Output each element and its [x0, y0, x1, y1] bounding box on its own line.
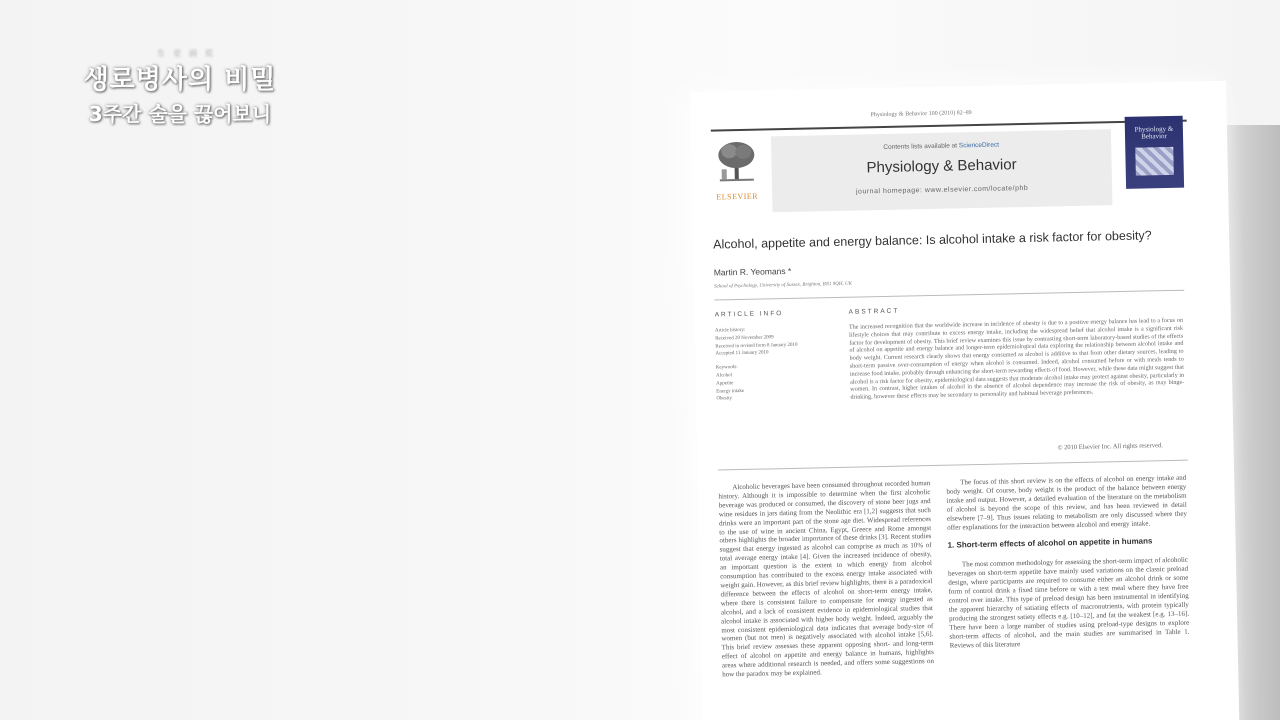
article-info [715, 325, 835, 404]
body-column-right [946, 474, 1190, 650]
article-info-heading: ARTICLE INFO [714, 310, 784, 319]
section-heading: 1. Short-term effects of alcohol on appetite in humans [947, 536, 1153, 551]
contents-prefix: Contents lists available at [883, 142, 958, 151]
copyright-line: © 2010 Elsevier Inc. All rights reserved. [1057, 442, 1163, 452]
body-column-left [718, 479, 934, 679]
divider [718, 460, 1188, 471]
sciencedirect-link[interactable]: ScienceDirect [958, 141, 1000, 150]
keyword-line: Obesity [716, 396, 733, 402]
hanja-char: 病 [189, 49, 197, 58]
journal-header [711, 120, 1189, 218]
history-line: Accepted 11 January 2010 [715, 350, 769, 357]
journal-homepage: journal homepage: www.elsevier.com/locate/phb [855, 184, 1029, 196]
citation-line: Physiology & Behavior 100 (2010) 82–89 [870, 110, 972, 119]
program-title-overlay [70, 48, 290, 127]
body-paragraph: The focus of this short review is on the effects of alcohol on energy intake and body weight. Of course, body weight is the product of the balance between energy intake and output. However, a detailed evaluation of the literature on the metabolism of alcohol is beyond the scope of this review, and has been reviewed in detail elsewhere [7–9]. Thus issues relating to metabolism are only discussed where they offer explanations for the interaction between alcohol and energy intake. [946, 473, 1188, 532]
journal-cover [1125, 116, 1184, 189]
hanja-char: 死 [205, 49, 213, 58]
elsevier-logo [711, 137, 762, 204]
abstract-heading: ABSTRACT [848, 307, 900, 316]
article-title: Alcohol, appetite and energy balance: Is alcohol intake a risk factor for obesity? [713, 228, 1152, 252]
cover-image [1135, 147, 1174, 176]
show-name: 생로병사의 비밀 [83, 65, 277, 95]
hanja-subtitle [70, 48, 290, 59]
journal-banner [771, 129, 1113, 212]
body-paragraph: The most common methodology for assessing the short-term impact of alcoholic beverages on short-term appetite have mainly used variations on the classic preload design, where participants are required to consume either an alcohol drink or some form of control drink a fixed time before or with a test meal where they have free control over intake. This type of preload design has been instrumental in identifying the apparent hierarchy of satiating effects of macronutrients, with protein typically producing the strongest satiety effects e.g. [10–12], and fat the weakest [e.g. 13–16]. There have been a large number of studies using preload-type designs to explore short-term effects of alcohol, and the main studies are summarised in Table 1. Reviews of this literature [948, 556, 1190, 650]
keyword-line: Alcohol [715, 373, 733, 379]
publisher-name: ELSEVIER [716, 191, 759, 202]
history-line: Received in revised form 8 January 2010 [715, 342, 798, 350]
author-affiliation: School of Psychology, University of Sussex, Brighton, BN1 9QH, UK [714, 281, 853, 290]
author-name: Martin R. Yeomans * [713, 265, 792, 278]
hanja-char: 老 [173, 49, 181, 58]
abstract-text: The increased recognition that the worldwide increase in incidence of obesity is due to a positive energy balance has lead to a focus on lifestyle choices that may contribute to excess energy intake, including the widespread belief that alcohol intake is a significant risk factor for development of obesity. This brief review examines this issue by contrasting short-term laboratory-based studies of the effects of alcohol on appetite and energy balance and longer-term epidemiological data exploring the relationship between alcohol intake and body weight. Current research clearly shows that energy consumed as alcohol is additive to that from other dietary sources, leading to short-term passive over-consumption of energy when alcohol is consumed. Indeed, alcohol consumed before or with meals tends to increase food intake, probably through enhancing the short-term rewarding effects of food. However, while these data might suggest that alcohol is a risk factor for obesity, epidemiological data suggests that moderate alcohol intake may protect against obesity, particularly in women. In contrast, higher intakes of alcohol in the absence of alcohol dependence may increase the risk of obesity, as may binge-drinking, however these effects may be secondary to personality and habitual beverage preferences. [848, 317, 1185, 401]
keyword-line: Keywords: [715, 365, 738, 371]
history-line: Article history: [714, 327, 746, 334]
cover-title: Physiology & Behavior [1134, 124, 1174, 141]
journal-name: Physiology & Behavior [866, 156, 1017, 177]
tree-icon [715, 139, 758, 184]
body-paragraph: Alcoholic beverages have been consumed throughout recorded human history. Although it is impossible to determine when the first alcoholic beverage was produced or consumed, the discovery of stone beer jugs and wine residues in jars dating from the Neolithic era [1,2] suggests that such drinks were an important part of the stone age diet. Widespread references to the use of wine in ancient China, Egypt, Greece and Rome amongst others highlights the broader importance of these drinks [3]. Recent studies suggest that energy ingested as alcohol can comprise as much as 10% of total average energy intake [4]. Given the increased incidence of obesity, an important question is the extent to which energy from alcohol consumption has contributed to the excess energy intake associated with weight gain. However, as this brief review highlights, there is a paradoxical difference between the effects of alcohol on short-term energy intake, where there is consistent failure to compensate for energy ingested as alcohol, and a lack of consistent evidence in epidemiological studies that alcohol intake is associated with higher body weight. Indeed, arguably the most consistent epidemiological data indicates that average body-size of women (but not men) is negatively associated with alcohol intake [5,6]. This brief review assesses these apparent opposing short- and long-term effect of alcohol on appetite and energy balance in humans, highlights areas where additional research is needed, and offers some suggestions on how the paradox may be explained. [718, 479, 935, 679]
journal-article-page [690, 81, 1240, 720]
contents-line [771, 139, 1111, 153]
divider [714, 290, 1184, 301]
keyword-line: Appetite [716, 380, 734, 387]
history-line: Received 20 November 2009 [715, 335, 774, 342]
episode-title: 3주간 술을 끊어보니 [88, 102, 272, 126]
hanja-char: 生 [157, 49, 165, 58]
keyword-line: Energy intake [716, 388, 745, 395]
